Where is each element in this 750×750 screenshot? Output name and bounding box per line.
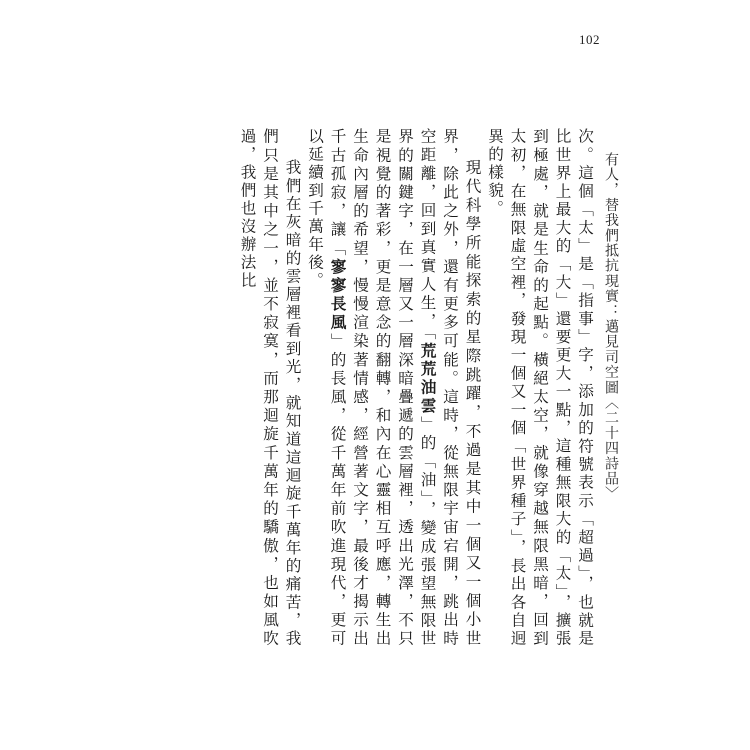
paragraph-text: 現代科學所能探索的星際跳躍，不過是其中一個又一個小世界，除此之外，還有更多可能。這時，從無限宇宙宕開，跳出時空距離，回到真實人生，「 [418, 128, 482, 648]
paragraph-text: 次。這個「太」是「 [576, 128, 594, 292]
paragraph-text: 」的「油」，變成張望無限世界的關鍵字，在一層又一層深暗疊遞的雲層裡，透出光澤，不只是視覺的著彩，更是意念的翻轉，和內在心靈相互呼應，轉生出生命內層的希望，慢慢渲染著情感，經營著文字，最後才揭示出千古孤寂，讓「 [328, 128, 437, 648]
running-head: 有人，替我們抵抗現實：邁見司空圖〈二十四詩品〉 [603, 152, 619, 502]
paragraph-text: 我們在灰暗的雲層裡看到光，就知道這迴旋千萬年的痛苦，我們只是其中之一，並不寂寞，而那迴旋千萬年的驕傲，也如風吹過，我們也沒辦法比 [238, 128, 302, 648]
paragraph-2 [304, 128, 484, 648]
emphasis-phrase-liaoliao-changfeng: 寥寥長風 [328, 258, 348, 333]
paragraph-3 [236, 128, 304, 648]
paragraph-text: 」字，添加的符號表示「超過」，也就是比世界上最大的「大」還要更大一點，這種無限大的「太」，擴張到極處，就是生命的起點。橫絕太空，就像穿越無限黑暗，回到太初，在無限虛空裡，發現一個又一個「世界種子」，長出各自迥異的樣貌。 [486, 128, 594, 648]
page-body [122, 128, 622, 648]
paragraph-1 [484, 128, 597, 648]
paragraph-text: 指事 [576, 291, 594, 329]
emphasis-phrase-huanghuang-youyun: 荒荒油雲 [418, 342, 438, 416]
page-number: 102 [579, 32, 600, 47]
paragraph-text: 」的長風，從千萬年前吹進現代，更可以延續到千萬年後。 [306, 128, 347, 648]
